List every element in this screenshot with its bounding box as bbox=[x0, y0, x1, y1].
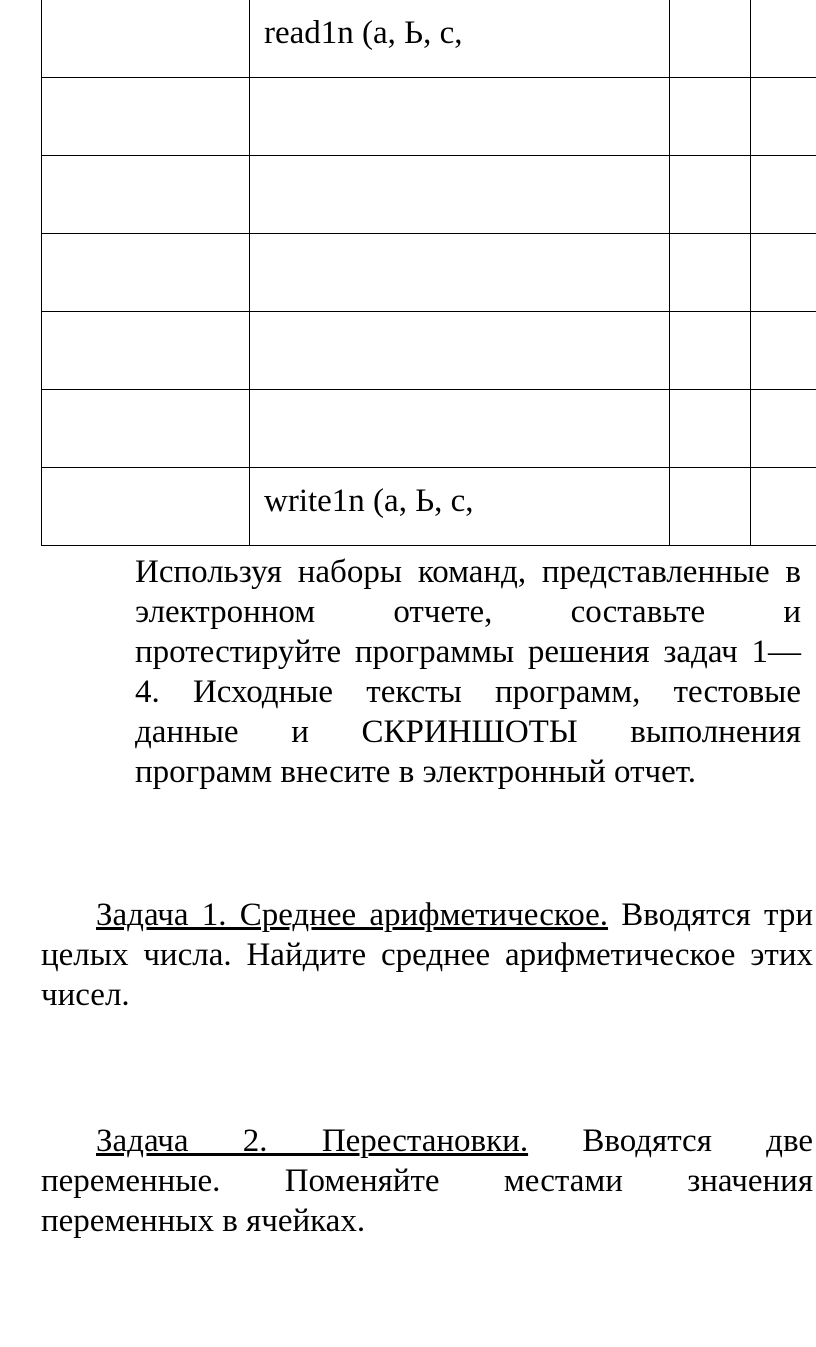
table-row bbox=[42, 0, 816, 78]
trace-table bbox=[41, 0, 816, 546]
cell-text-read-statement: read1n (а, Ь, с, bbox=[264, 15, 463, 51]
table-cell bbox=[250, 468, 670, 546]
cell-text bbox=[751, 156, 816, 173]
cell-text bbox=[751, 468, 816, 485]
table-cell bbox=[250, 312, 670, 390]
table-cell bbox=[751, 468, 816, 546]
table-row bbox=[42, 468, 816, 546]
table-cell bbox=[42, 312, 250, 390]
cell-text bbox=[670, 390, 750, 407]
table-cell bbox=[42, 468, 250, 546]
task-2-title: Задача 2. Перестановки. bbox=[96, 1123, 529, 1159]
task-2-body: Вводятся две переменные. Поменяйте местами значения переменных в ячейках. bbox=[41, 1123, 813, 1239]
table-cell bbox=[751, 312, 816, 390]
cell-text bbox=[42, 234, 249, 251]
cell-text-write-statement: write1n (а, Ь, с, bbox=[264, 483, 474, 519]
table-cell bbox=[670, 78, 751, 156]
table-cell bbox=[751, 78, 816, 156]
cell-text bbox=[42, 0, 249, 17]
table-cell bbox=[751, 0, 816, 78]
instructions-paragraph: Используя наборы команд, представленные в электронном отчете, составьте и протестируйте программы решения задач 1—4. Исходные тексты программ, тестовые данные и СКРИНШОТЫ выполнения программ внесите в электронный отчет. bbox=[135, 554, 801, 790]
table-cell bbox=[670, 234, 751, 312]
cell-text bbox=[751, 390, 816, 407]
cell-text bbox=[670, 468, 750, 485]
task-2-paragraph bbox=[41, 1121, 813, 1241]
cell-text bbox=[42, 312, 249, 329]
cell-text bbox=[751, 78, 816, 95]
cell-text bbox=[751, 0, 816, 17]
table-cell bbox=[670, 468, 751, 546]
table-cell bbox=[42, 78, 250, 156]
table-row bbox=[42, 312, 816, 390]
cell-text bbox=[42, 156, 249, 173]
table-row bbox=[42, 156, 816, 234]
table-cell bbox=[42, 156, 250, 234]
cell-text bbox=[250, 390, 669, 407]
cell-text bbox=[670, 156, 750, 173]
cell-text bbox=[670, 312, 750, 329]
cell-text bbox=[42, 468, 249, 485]
table-cell bbox=[670, 0, 751, 78]
table-row bbox=[42, 234, 816, 312]
cell-text bbox=[670, 78, 750, 95]
table-cell bbox=[670, 390, 751, 468]
table-cell bbox=[42, 390, 250, 468]
task-1-paragraph bbox=[41, 895, 813, 1015]
cell-text bbox=[670, 234, 750, 251]
table-cell bbox=[42, 0, 250, 78]
table-row bbox=[42, 78, 816, 156]
cell-text bbox=[42, 78, 249, 95]
task-1-body: Вводятся три целых числа. Найдите среднее арифметическое этих чисел. bbox=[41, 897, 813, 1013]
table-cell bbox=[670, 312, 751, 390]
cell-text bbox=[670, 0, 750, 17]
table-cell bbox=[670, 156, 751, 234]
table-cell bbox=[250, 0, 670, 78]
cell-text bbox=[250, 78, 669, 95]
cell-text bbox=[250, 312, 669, 329]
cell-text bbox=[751, 234, 816, 251]
table-row bbox=[42, 390, 816, 468]
table-cell bbox=[250, 390, 670, 468]
cell-text bbox=[250, 234, 669, 251]
cell-text bbox=[250, 156, 669, 173]
task-1-title: Задача 1. Среднее арифметическое. bbox=[96, 897, 609, 933]
table-cell bbox=[751, 390, 816, 468]
table-cell bbox=[250, 78, 670, 156]
cell-text bbox=[751, 312, 816, 329]
table-cell bbox=[751, 234, 816, 312]
table-cell bbox=[751, 156, 816, 234]
table-cell bbox=[250, 156, 670, 234]
table-cell bbox=[250, 234, 670, 312]
table-cell bbox=[42, 234, 250, 312]
cell-text bbox=[42, 390, 249, 407]
